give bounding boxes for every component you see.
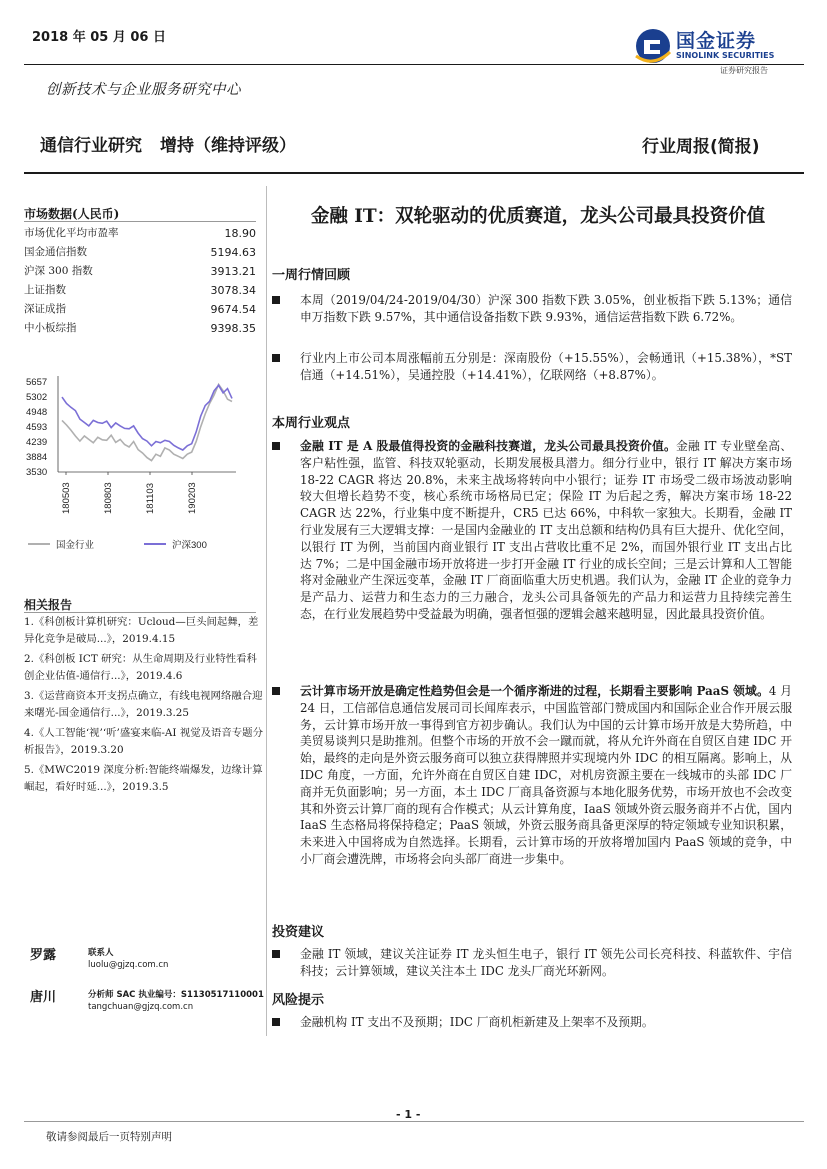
analyst-name: 唐川: [30, 990, 57, 1005]
chart-x-tick-label: 190203: [187, 482, 198, 514]
footer-divider: [24, 1121, 804, 1122]
bullet-square-icon: [272, 354, 280, 362]
chart-y-tick-label: 4239: [26, 437, 48, 448]
chart-y-tick-label: 5657: [26, 377, 48, 388]
chart-x-tick-label: 180503: [61, 482, 72, 514]
chart-y-tick-label: 3530: [26, 467, 48, 478]
chart-y-tick-label: 4948: [26, 407, 48, 418]
sector-rating: [40, 131, 296, 156]
bullet-item: [272, 683, 792, 868]
sector-name: 通信行业研究: [40, 136, 142, 156]
related-report-item[interactable]: 4.《人工智能‘视’‘听’盛宴来临-AI 视觉及语音专题分析报告》，2019.3.20: [24, 727, 263, 756]
industry-view-title: 本周行业观点: [272, 416, 351, 431]
view2-body: 4 月 24 日，工信部信息通信发展司司长闻库表示，中国监管部门赞成国内和国际企业合作开展云服务，云计算市场开放一事得到官方初步确认。我们认为中国的云计算市场开放是大势所趋，中美贸易谈判只是助推剂。但整个市场的开放不会一蹴而就，将从允许外商在自贸区自建 IDC 开始，最终的走向是外资云服务商可以独立获得牌照并实现境内外 IDC 的相互隔离。影响上，从 IDC 角度，一方面，允许外商在自贸区自建 IDC，对机房资源主要在一线城市的头部 IDC 厂商并无负面影响；另一方面，本土 IDC 厂商具备资源与本地化服务优势，市场开放也不会改变其和外资云计算厂商的现有合作模式；从云计算角度，IaaS 领域外资云服务商并不占优，国内 IaaS 生态格局将保持稳定；PaaS 领域，外资云服务商具备更深厚的特定领域专业知识积累，未来进入中国将成为自然选择。长期看，云计算市场的开放将增加国内 PaaS 领域的竞争，中小厂商会遭洗牌，市场将会向头部厂商进一步集中。: [300, 684, 792, 866]
column-divider: [266, 186, 267, 1036]
page-number: - 1 -: [396, 1108, 421, 1121]
related-report-item[interactable]: 2.《科创板 ICT 研究：从生命周期及行业特性看科创企业估值-通信行...》，2019.4.6: [24, 653, 257, 682]
market-row: 市场优化平均市盈率 18.90: [24, 227, 256, 240]
research-center: 创新技术与企业服务研究中心: [46, 82, 241, 98]
market-row: 沪深 300 指数 3913.21: [24, 265, 256, 278]
week-review-title: 一周行情回顾: [272, 268, 351, 283]
market-data-table: [24, 224, 256, 338]
chart-series-line: [62, 385, 232, 450]
bullet-square-icon: [272, 296, 280, 304]
chart-x-tick-label: 180803: [103, 482, 114, 514]
market-row: 深证成指 9674.54: [24, 303, 256, 316]
analyst-name: 罗露: [30, 948, 57, 963]
related-reports-list: [24, 614, 266, 799]
chart-y-tick-label: 5302: [26, 392, 48, 404]
bullet-square-icon: [272, 1018, 280, 1026]
invest-advice-title: 投资建议: [272, 925, 325, 940]
market-data-divider: [24, 221, 256, 222]
chart-legend-label: 沪深300: [172, 540, 207, 551]
report-type: 行业周报(简报): [642, 137, 760, 157]
related-report-item[interactable]: 1.《科创板计算机研究：Ucloud—巨头间起舞，差异化竞争是破局...》，2019.4.15: [24, 616, 259, 645]
bullet-item: 本周（2019/04/24-2019/04/30）沪深 300 指数下跌 3.05%，创业板指下跌 5.13%；通信申万指数下跌 9.57%，其中通信设备指数下跌 9.93%，通信运营指数下跌 6.72%。: [272, 292, 792, 326]
chart-series-line: [62, 384, 232, 460]
report-date: 2018 年 05 月 06 日: [32, 30, 166, 45]
market-row: 上证指数 3078.34: [24, 284, 256, 297]
related-report-item[interactable]: 5.《MWC2019 深度分析:智能终端爆发，边缘计算崛起，看好时延...》，2019.3.5: [24, 764, 263, 793]
market-data-title: 市场数据(人民币): [24, 207, 120, 221]
view1-body: 金融 IT 专业壁垒高、客户粘性强，监管、科技双轮驱动，长期发展极具潜力。细分行业中，银行 IT 解决方案市场 18-22 CAGR 将达 20.8%，未来主战场将转向中小银行；证券 IT 市场受二级市场波动影响较大但增长趋势不变，核心系统市场格局已定；保险 IT 为后起之秀，解决方案市场 18-22 CAGR 达 22%，行业集中度不断提升，CR5 已达 66%，中科软一家独大。长期看，金融 IT 行业发展有三大逻辑支撑：一是国内金融业的 IT 支出总额和结构仍具有巨大提升、优化空间，以银行 IT 为例，当前国内商业银行 IT 支出占营收比重不足 2%，而国外银行业 IT 支出占比达 7%；二是中国金融市场开放将进一步打开金融 IT 行业的成长空间；三是云计算和人工智能将对金融业产生深远变革，金融 IT 厂商面临重大历史机遇。我们认为，金融 IT 企业的竞争力是产品力、运营力和生态力的三力融合，龙头公司具备领先的产品力和运营力且持续完善生态，在行业发展趋势中受益最为明确，强者恒强的逻辑会越来越明显，因此最具投资价值。: [300, 439, 793, 621]
bullet-item: [272, 438, 792, 623]
related-reports-title: 相关报告: [24, 598, 73, 612]
analyst-role: 联系人: [88, 948, 114, 958]
analyst-email[interactable]: tangchuan@gjzq.com.cn: [88, 1002, 194, 1012]
related-report-item[interactable]: 3.《运营商资本开支拐点确立，有线电视网络融合迎来曙光-国金通信行...》，2019.3.25: [24, 690, 263, 719]
report-title: 金融 IT：双轮驱动的优质赛道，龙头公司最具投资价值: [310, 206, 766, 227]
title-divider: [24, 172, 804, 174]
bullet-item: 金融机构 IT 支出不及预期；IDC 厂商机柜新建及上架率不及预期。: [272, 1014, 792, 1031]
chart-y-tick-label: 3884: [26, 452, 48, 464]
chart-legend-label: 国金行业: [56, 540, 95, 551]
view2-lead: 云计算市场开放是确定性趋势但会是一个循序渐进的过程，长期看主要影响 PaaS 领域。: [300, 684, 769, 698]
rating: 增持（维持评级）: [160, 136, 296, 156]
bullet-square-icon: [272, 442, 280, 450]
analyst-role: 分析师 SAC 执业编号：S1130517110001: [88, 990, 264, 1000]
market-row: 中小板综指 9398.35: [24, 322, 256, 335]
risk-title: 风险提示: [272, 993, 325, 1008]
logo-name-cn: 国金证券: [676, 30, 757, 52]
analyst-email[interactable]: luolu@gjzq.com.cn: [88, 960, 169, 970]
chart-y-tick-label: 4593: [26, 422, 48, 434]
chart-x-tick-label: 181103: [145, 483, 156, 514]
bullet-square-icon: [272, 950, 280, 958]
logo-name-en: SINOLINK SECURITIES: [676, 51, 775, 60]
disclaimer: 敬请参阅最后一页特别声明: [46, 1131, 172, 1143]
logo-subtitle: 证券研究报告: [720, 66, 768, 75]
index-line-chart: [24, 360, 264, 560]
bullet-item: 行业内上市公司本周涨幅前五分别是：深南股份（+15.55%），会畅通讯（+15.38%），*ST 信通（+14.51%），吴通控股（+14.41%），亿联网络（+8.87%）。: [272, 350, 792, 384]
bullet-item: 金融 IT 领域，建议关注证券 IT 龙头恒生电子，银行 IT 领先公司长亮科技、科蓝软件、宇信科技；云计算领域，建议关注本土 IDC 龙头厂商光环新网。: [272, 946, 792, 980]
bullet-square-icon: [272, 687, 280, 695]
market-row: 国金通信指数 5194.63: [24, 246, 256, 259]
header-divider: [24, 64, 804, 65]
related-divider: [24, 612, 256, 613]
view1-lead: 金融 IT 是 A 股最值得投资的金融科技赛道，龙头公司最具投资价值。: [300, 439, 676, 453]
